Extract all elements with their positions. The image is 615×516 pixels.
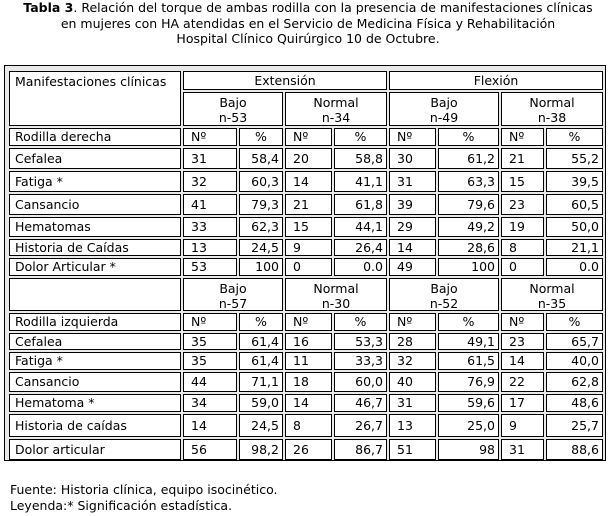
row-label: Cansancio [9, 194, 181, 215]
percent-unit-header: % [334, 313, 387, 331]
blank-header-cell [9, 278, 181, 311]
count-cell: 13 [389, 414, 436, 437]
count-cell: 35 [183, 352, 237, 370]
percent-cell: 60,5 [546, 194, 603, 215]
percent-cell: 28,6 [438, 239, 499, 256]
percent-cell: 62,8 [546, 372, 603, 392]
percent-cell: 61,2 [438, 148, 499, 169]
count-cell: 49 [389, 258, 436, 276]
count-cell: 8 [285, 414, 332, 437]
caption-label: Tabla 3 [23, 0, 74, 15]
percent-cell: 48,6 [546, 394, 603, 412]
count-cell: 44 [183, 372, 237, 392]
count-cell: 15 [501, 171, 544, 192]
percent-cell: 0.0 [334, 258, 387, 276]
count-cell: 23 [501, 333, 544, 350]
subgroup-header [285, 278, 387, 311]
percent-cell: 44,1 [334, 217, 387, 237]
percent-cell: 62,3 [239, 217, 283, 237]
subgroup-name: Normal [313, 281, 359, 296]
percent-cell: 100 [239, 258, 283, 276]
row-label: Hematomas [9, 217, 181, 237]
subgroup-n: n-53 [218, 110, 248, 125]
count-cell: 14 [389, 239, 436, 256]
count-cell: 35 [183, 333, 237, 350]
subgroup-n: n-38 [537, 110, 567, 125]
count-cell: 41 [183, 194, 237, 215]
table-caption [8, 0, 608, 47]
count-cell: 56 [183, 439, 237, 460]
count-cell: 31 [389, 394, 436, 412]
percent-cell: 79,3 [239, 194, 283, 215]
count-cell: 39 [389, 194, 436, 215]
count-cell: 19 [501, 217, 544, 237]
subgroup-name: Bajo [219, 95, 247, 110]
subgroup-n: n-49 [429, 110, 459, 125]
percent-cell: 0.0 [546, 258, 603, 276]
percent-cell: 88,6 [546, 439, 603, 460]
percent-cell: 59,6 [438, 394, 499, 412]
percent-cell: 76,9 [438, 372, 499, 392]
caption-title: . Relación del torque de ambas rodilla con la presencia de manifestaciones clínicas [73, 0, 593, 15]
percent-unit-header: % [239, 313, 283, 331]
percent-cell: 79,6 [438, 194, 499, 215]
percent-cell: 61,4 [239, 333, 283, 350]
percent-cell: 33,3 [334, 352, 387, 370]
count-cell: 0 [501, 258, 544, 276]
percent-cell: 61,8 [334, 194, 387, 215]
count-cell: 33 [183, 217, 237, 237]
group-header-flexion: Flexión [389, 71, 603, 90]
count-cell: 23 [501, 194, 544, 215]
count-cell: 17 [501, 394, 544, 412]
percent-unit-header: % [438, 128, 499, 146]
percent-cell: 26,7 [334, 414, 387, 437]
percent-cell: 58,4 [239, 148, 283, 169]
percent-cell: 24,5 [239, 239, 283, 256]
subgroup-name: Bajo [430, 95, 458, 110]
subgroup-name: Normal [529, 95, 575, 110]
count-cell: 18 [285, 372, 332, 392]
percent-cell: 98 [438, 439, 499, 460]
count-cell: 9 [285, 239, 332, 256]
count-cell: 13 [183, 239, 237, 256]
count-cell: 11 [285, 352, 332, 370]
group-header-extension: Extensión [183, 71, 387, 90]
count-cell: 31 [183, 148, 237, 169]
count-cell: 21 [501, 148, 544, 169]
row-label: Fatiga * [9, 171, 181, 192]
percent-unit-header: % [438, 313, 499, 331]
row-label: Fatiga * [9, 352, 181, 370]
count-cell: 21 [285, 194, 332, 215]
percent-unit-header: % [334, 128, 387, 146]
count-unit-header: Nº [183, 128, 237, 146]
subgroup-header [183, 278, 283, 311]
percent-cell: 46,7 [334, 394, 387, 412]
row-label: Cefalea [9, 148, 181, 169]
subgroup-header [285, 92, 387, 126]
count-unit-header: Nº [501, 313, 544, 331]
count-cell: 30 [389, 148, 436, 169]
caption-line-1 [8, 0, 608, 16]
count-cell: 0 [285, 258, 332, 276]
subgroup-name: Bajo [219, 281, 247, 296]
subgroup-name: Bajo [430, 281, 458, 296]
count-unit-header: Nº [285, 313, 332, 331]
subgroup-n: n-57 [218, 296, 248, 311]
percent-cell: 40,0 [546, 352, 603, 370]
subgroup-name: Normal [313, 95, 359, 110]
percent-cell: 59,0 [239, 394, 283, 412]
count-unit-header: Nº [501, 128, 544, 146]
section-title: Rodilla derecha [9, 128, 181, 146]
row-label: Cefalea [9, 333, 181, 350]
subgroup-header [389, 278, 499, 311]
subgroup-header [389, 92, 499, 126]
percent-cell: 26,4 [334, 239, 387, 256]
count-unit-header: Nº [389, 313, 436, 331]
percent-cell: 61,5 [438, 352, 499, 370]
percent-cell: 24,5 [239, 414, 283, 437]
percent-cell: 71,1 [239, 372, 283, 392]
count-cell: 9 [501, 414, 544, 437]
percent-cell: 21,1 [546, 239, 603, 256]
percent-unit-header: % [546, 313, 603, 331]
count-cell: 29 [389, 217, 436, 237]
row-label: Dolor articular [9, 439, 181, 460]
row-label: Historia de Caídas [9, 239, 181, 256]
subgroup-header [183, 92, 283, 126]
count-cell: 14 [285, 171, 332, 192]
table-source-note: Fuente: Historia clínica, equipo isocinético. [10, 482, 278, 497]
count-unit-header: Nº [285, 128, 332, 146]
percent-cell: 39,5 [546, 171, 603, 192]
table-legend-note: Leyenda:* Significación estadística. [10, 498, 233, 513]
percent-cell: 61,4 [239, 352, 283, 370]
count-cell: 14 [183, 414, 237, 437]
percent-cell: 100 [438, 258, 499, 276]
percent-cell: 98,2 [239, 439, 283, 460]
subgroup-n: n-52 [429, 296, 459, 311]
percent-cell: 53,3 [334, 333, 387, 350]
percent-cell: 63,3 [438, 171, 499, 192]
count-cell: 32 [389, 352, 436, 370]
percent-cell: 86,7 [334, 439, 387, 460]
count-cell: 20 [285, 148, 332, 169]
subgroup-n: n-35 [537, 296, 567, 311]
count-cell: 28 [389, 333, 436, 350]
count-cell: 14 [285, 394, 332, 412]
percent-cell: 55,2 [546, 148, 603, 169]
percent-cell: 25,7 [546, 414, 603, 437]
count-cell: 31 [389, 171, 436, 192]
count-cell: 15 [285, 217, 332, 237]
row-label: Dolor Articular * [9, 258, 181, 276]
count-cell: 40 [389, 372, 436, 392]
caption-line-2: en mujeres con HA atendidas en el Servicio de Medicina Física y Rehabilitación [60, 15, 556, 31]
percent-cell: 25,0 [438, 414, 499, 437]
subgroup-n: n-34 [321, 110, 351, 125]
subgroup-name: Normal [529, 281, 575, 296]
percent-cell: 58,8 [334, 148, 387, 169]
count-cell: 16 [285, 333, 332, 350]
count-cell: 22 [501, 372, 544, 392]
manifestations-column-header: Manifestaciones clínicas [9, 71, 181, 126]
percent-cell: 49,2 [438, 217, 499, 237]
data-table [4, 65, 606, 461]
subgroup-header [501, 278, 603, 311]
row-label: Hematoma * [9, 394, 181, 412]
percent-cell: 65,7 [546, 333, 603, 350]
percent-unit-header: % [546, 128, 603, 146]
count-cell: 14 [501, 352, 544, 370]
count-cell: 32 [183, 171, 237, 192]
count-cell: 53 [183, 258, 237, 276]
percent-cell: 60,0 [334, 372, 387, 392]
count-cell: 8 [501, 239, 544, 256]
count-unit-header: Nº [183, 313, 237, 331]
percent-cell: 41,1 [334, 171, 387, 192]
percent-cell: 60,3 [239, 171, 283, 192]
caption-line-3: Hospital Clínico Quirúrgico 10 de Octubre. [176, 31, 440, 46]
subgroup-header [501, 92, 603, 126]
count-cell: 51 [389, 439, 436, 460]
count-cell: 26 [285, 439, 332, 460]
count-cell: 31 [501, 439, 544, 460]
subgroup-n: n-30 [321, 296, 351, 311]
percent-unit-header: % [239, 128, 283, 146]
percent-cell: 50,0 [546, 217, 603, 237]
row-label: Cansancio [9, 372, 181, 392]
row-label: Historia de caídas [9, 414, 181, 437]
count-unit-header: Nº [389, 128, 436, 146]
section-title: Rodilla izquierda [9, 313, 181, 331]
percent-cell: 49,1 [438, 333, 499, 350]
count-cell: 34 [183, 394, 237, 412]
